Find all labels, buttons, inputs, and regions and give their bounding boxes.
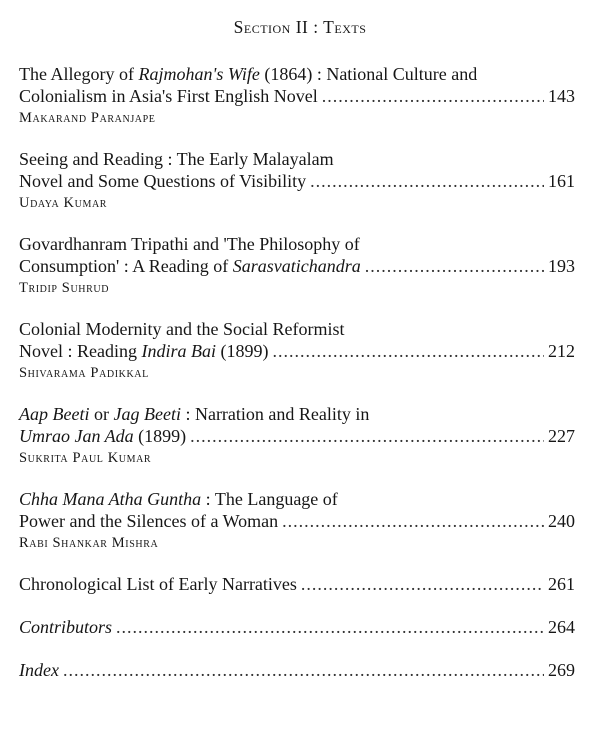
entry-title-line: Aap Beeti or Jag Beeti : Narration and Reality in bbox=[19, 404, 370, 424]
dot-leader bbox=[63, 659, 544, 681]
dot-leader bbox=[301, 573, 544, 595]
dot-leader bbox=[310, 170, 544, 192]
toc-entry[interactable] bbox=[19, 148, 575, 213]
page-number: 193 bbox=[548, 256, 575, 276]
toc-entry[interactable] bbox=[19, 233, 575, 298]
dot-leader bbox=[322, 85, 544, 107]
entry-author: Rabi Shankar Mishra bbox=[19, 535, 159, 551]
toc-entry-index[interactable] bbox=[19, 659, 575, 681]
section-heading: Section II : Texts bbox=[233, 17, 367, 37]
entry-title-line: Index ..... 269 bbox=[19, 659, 575, 681]
entry-author: Udaya Kumar bbox=[19, 195, 108, 211]
dot-leader bbox=[116, 616, 544, 638]
entry-title-line: Novel and Some Questions of Visibility ..... 161 bbox=[19, 170, 575, 192]
dot-leader bbox=[282, 510, 544, 532]
entry-title-line: Seeing and Reading : The Early Malayalam bbox=[19, 149, 334, 169]
dot-leader bbox=[272, 340, 544, 362]
entry-author: Makarand Paranjape bbox=[19, 110, 156, 126]
page-number: 269 bbox=[548, 660, 575, 680]
toc-entry[interactable] bbox=[19, 403, 575, 468]
entry-title-line: Colonial Modernity and the Social Reformist bbox=[19, 319, 345, 339]
page-number: 212 bbox=[548, 341, 575, 361]
entry-title-line: Novel : Reading Indira Bai (1899) ..... 212 bbox=[19, 340, 575, 362]
toc-entry-chronological-list[interactable] bbox=[19, 573, 575, 595]
toc-entry[interactable] bbox=[19, 488, 575, 553]
page-number: 264 bbox=[548, 617, 575, 637]
entry-title-line: Colonialism in Asia's First English Novel ..... 143 bbox=[19, 85, 575, 107]
entry-title-line: Umrao Jan Ada (1899) ..... 227 bbox=[19, 425, 575, 447]
entry-title-line: Power and the Silences of a Woman ..... 240 bbox=[19, 510, 575, 532]
page-number: 261 bbox=[548, 574, 575, 594]
page-number: 143 bbox=[548, 86, 575, 106]
entry-author: Sukrita Paul Kumar bbox=[19, 450, 152, 466]
page-number: 227 bbox=[548, 426, 575, 446]
entry-title-line: The Allegory of Rajmohan's Wife (1864) : National Culture and bbox=[19, 64, 478, 84]
toc-entry-contributors[interactable] bbox=[19, 616, 575, 638]
entry-title-line: Contributors ..... 264 bbox=[19, 616, 575, 638]
entry-title-line: Chha Mana Atha Guntha : The Language of bbox=[19, 489, 338, 509]
entry-author: Tridip Suhrud bbox=[19, 280, 110, 296]
dot-leader bbox=[365, 255, 544, 277]
dot-leader bbox=[190, 425, 544, 447]
toc-entry[interactable] bbox=[19, 63, 575, 128]
toc-entries bbox=[19, 63, 575, 702]
entry-title-line: Consumption' : A Reading of Sarasvatichandra ..... 193 bbox=[19, 255, 575, 277]
entry-author: Shivarama Padikkal bbox=[19, 365, 149, 381]
page-number: 240 bbox=[548, 511, 575, 531]
entry-title-line: Govardhanram Tripathi and 'The Philosophy of bbox=[19, 234, 360, 254]
page-number: 161 bbox=[548, 171, 575, 191]
entry-title-line: Chronological List of Early Narratives ..... 261 bbox=[19, 573, 575, 595]
toc-entry[interactable] bbox=[19, 318, 575, 383]
